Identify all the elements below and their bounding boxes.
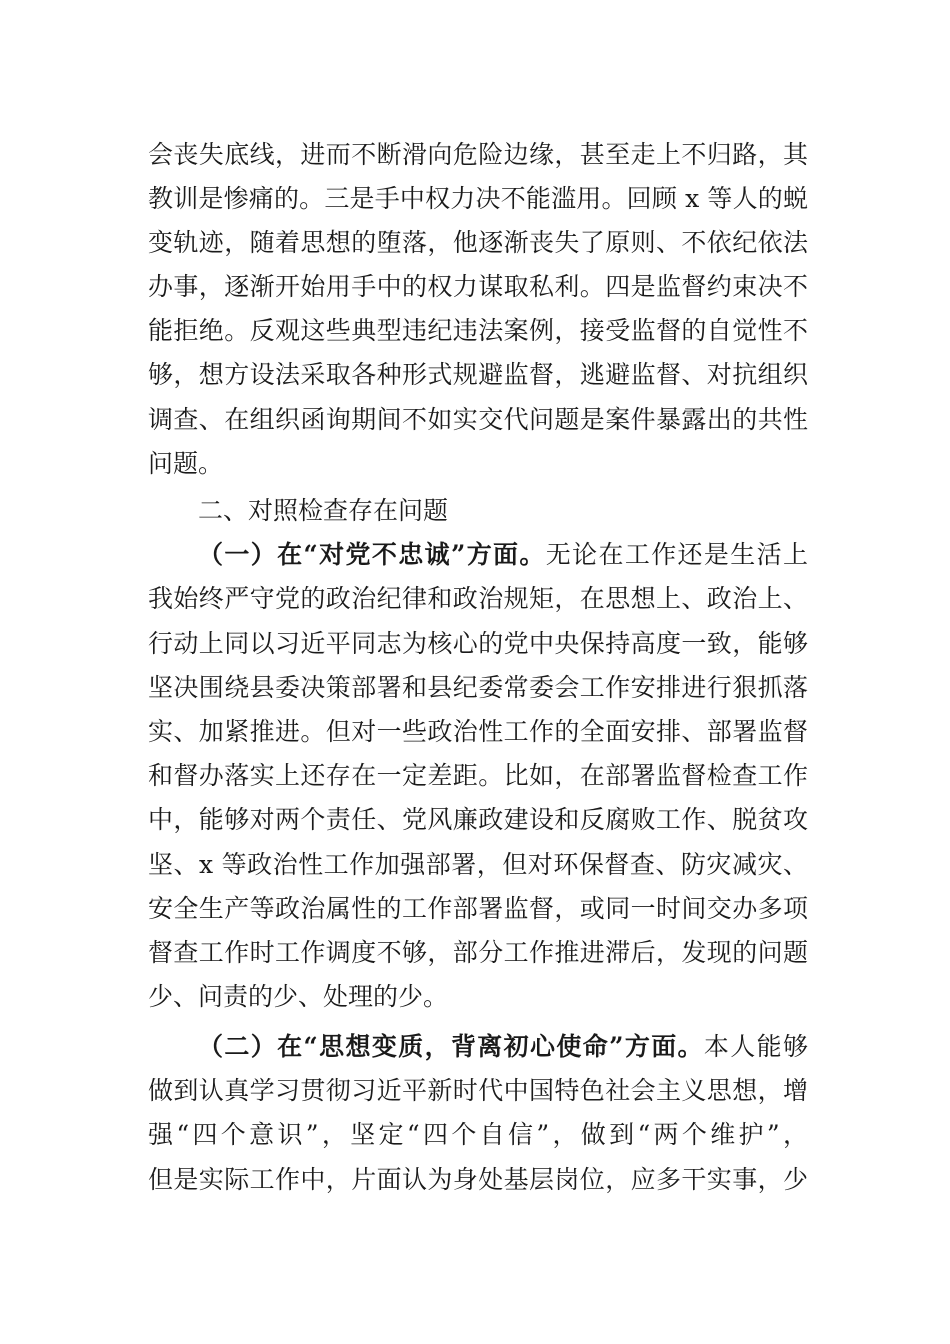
item2-first-line-rest: 本人能够 <box>703 1032 808 1061</box>
item1-line-6: 和督办落实上还存在一定差距。比如，在部署监督检查工作 <box>148 761 808 790</box>
item1-line-8: 坚、x 等政治性工作加强部署，但对环保督查、防灾减灾、 <box>148 850 808 879</box>
paragraph1-line-4: 办事，逐渐开始用手中的权力谋取私利。四是监督约束决不 <box>148 272 808 301</box>
item2-line-2: 做到认真学习贯彻习近平新时代中国特色社会主义思想，增 <box>148 1076 808 1105</box>
paragraph1-line-1: 会丧失底线，进而不断滑向危险边缘，甚至走上不归路，其 <box>148 140 808 169</box>
paragraph1-line-6: 够，想方设法采取各种形式规避监督，逃避监督、对抗组织 <box>148 360 808 389</box>
item1-first-line <box>198 538 808 572</box>
item1-line-9: 安全生产等政治属性的工作部署监督，或同一时间交办多项 <box>148 894 808 923</box>
item1-line-10: 督查工作时工作调度不够，部分工作推进滞后，发现的问题 <box>148 938 808 967</box>
paragraph1-line-2: 教训是惨痛的。三是手中权力决不能滥用。回顾 x 等人的蜕 <box>148 184 808 213</box>
section-heading: 二、对照检查存在问题 <box>198 496 449 525</box>
paragraph1-line-5: 能拒绝。反观这些典型违纪违法案例，接受监督的自觉性不 <box>148 316 808 345</box>
item2-line-3: 强“四个意识”，坚定“四个自信”，做到“两个维护”， <box>148 1120 808 1149</box>
item2-first-line <box>198 1030 808 1064</box>
item1-line-5: 实、加紧推进。但对一些政治性工作的全面安排、部署监督 <box>148 717 808 746</box>
item2-line-4: 但是实际工作中，片面认为身处基层岗位，应多干实事，少 <box>148 1165 808 1194</box>
item2-title: （二）在“思想变质，背离初心使命”方面。 <box>198 1032 704 1061</box>
item1-line-11: 少、问责的少、处理的少。 <box>148 982 449 1011</box>
item1-line-2: 我始终严守党的政治纪律和政治规矩，在思想上、政治上、 <box>148 584 808 613</box>
item1-line-4: 坚决围绕县委决策部署和县纪委常委会工作安排进行狠抓落 <box>148 673 808 702</box>
item1-title: （一）在“对党不忠诚”方面。 <box>198 540 546 569</box>
item1-line-3: 行动上同以习近平同志为核心的党中央保持高度一致，能够 <box>148 629 808 658</box>
paragraph1-line-7: 调查、在组织函询期间不如实交代问题是案件暴露出的共性 <box>148 405 808 434</box>
paragraph1-line-8: 问题。 <box>148 449 224 478</box>
item1-line-7: 中，能够对两个责任、党风廉政建设和反腐败工作、脱贫攻 <box>148 805 808 834</box>
item1-first-line-rest: 无论在工作还是生活上 <box>545 540 808 569</box>
paragraph1-line-3: 变轨迹，随着思想的堕落，他逐渐丧失了原则、不依纪依法 <box>148 228 808 257</box>
